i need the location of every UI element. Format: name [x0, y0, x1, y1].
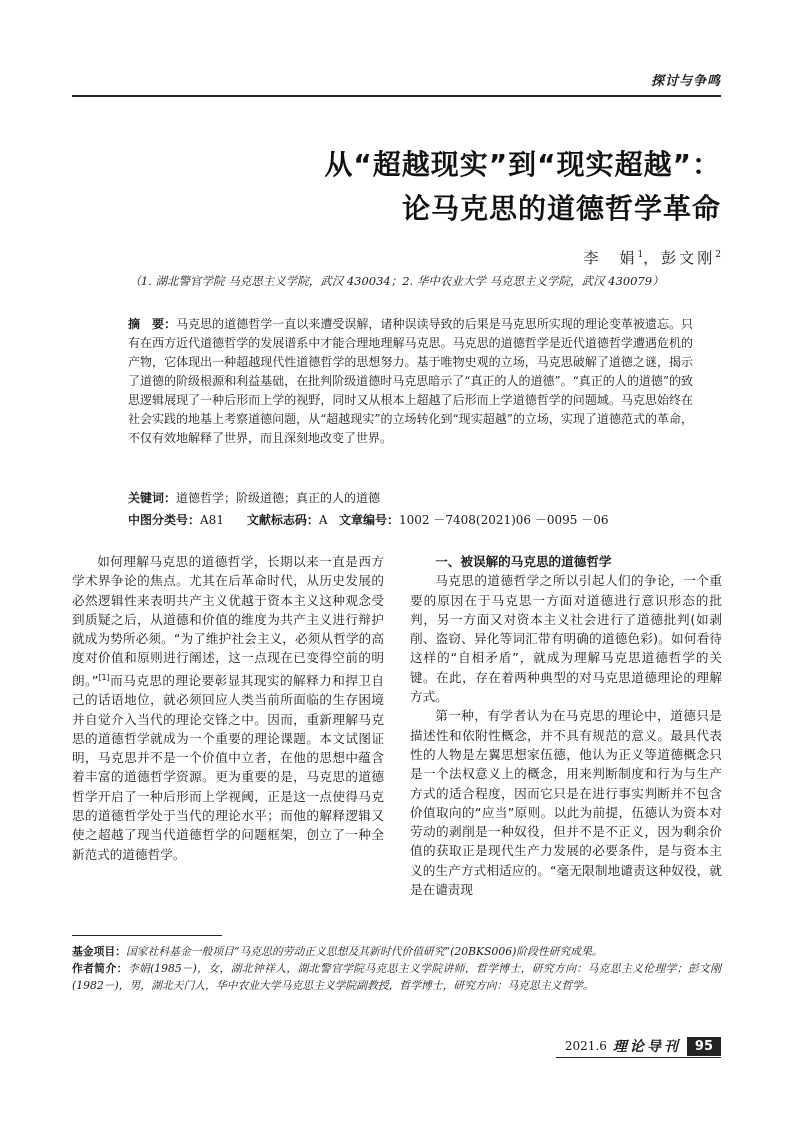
article-title: [324, 143, 721, 231]
keywords-text: 道德哲学；阶级道德；真正的人的道德: [176, 491, 381, 505]
section-tag: 探讨与争鸣: [650, 74, 721, 89]
body-column-right: [410, 552, 722, 899]
page-number: 95: [687, 1037, 721, 1056]
author-1: 李 娟: [583, 249, 638, 267]
paragraph-text: 如何理解马克思的道德哲学，长期以来一直是西方学术界争论的焦点。尤其在后革命时代，从历史发展的必然逻辑性来表明共产主义优越于资本主义这种观念受到质疑之后，从道德和价值的维度为共产主义进行辩护就成为势所必须。“为了维护社会主义，必须从哲学的高度对价值和原则进行阐述，这一点现在已变得空前的明朗。”: [72, 554, 384, 688]
classification-codes: [128, 511, 609, 528]
keywords: [128, 489, 380, 506]
clc-value: A81: [200, 513, 224, 527]
abstract-text: 马克思的道德哲学一直以来遭受误解，诸种误读导致的后果是马克思所实现的理论变革被遗忘。只有在西方近代道德哲学的发展谱系中才能合理地理解马克思。马克思的道德哲学是近代道德哲学遭遇危机的产物，它体现出一种超越现代性道德哲学的思想努力。基于唯物史观的立场，马克思破解了道德之谜，揭示了道德的阶级根源和利益基础，在批判阶级道德时马克思暗示了“真正的人的道德”。“真正的人的道德”的致思逻辑展现了一种后形而上学的视野，同时又从根本上超越了后形而上学道德哲学的问题域。马克思始终在社会实践的地基上考察道德问题，从“超越现实”的立场转化到“现实超越”的立场，实现了道德范式的革命，不仅有效地解释了世界，而且深刻地改变了世界。: [128, 317, 693, 445]
article-no-label: 文章编号：: [338, 513, 399, 527]
authors: [583, 247, 721, 268]
header-rule: [72, 95, 721, 97]
article-no-value: 1002 －7408(2021)06 －0095 －06: [399, 513, 609, 527]
title-line-1: 从“超越现实”到“现实超越”：: [324, 148, 721, 181]
funding-text: 国家社科基金一般项目“马克思的劳动正义思想及其新时代价值研究”(20BKS006)阶段性研究成果。: [125, 945, 603, 958]
author-bio-note: [72, 960, 721, 994]
keywords-label: 关键词：: [128, 491, 177, 505]
title-line-2: 论马克思的道德哲学革命: [401, 192, 721, 225]
funding-note: [72, 943, 721, 960]
abstract-label: 摘 要：: [128, 317, 177, 331]
footnotes: [72, 943, 721, 994]
author-2-affil-mark: 2: [715, 250, 721, 260]
author-separator: ，: [643, 249, 662, 267]
citation-ref: [1]: [98, 672, 110, 682]
body-paragraph: [72, 552, 384, 864]
funding-label: 基金项目：: [72, 945, 126, 958]
body-paragraph: 第一种，有学者认为在马克思的理论中，道德只是描述性和依附性概念，并不具有规范的意义。最具代表性的人物是左翼思想家伍德，他认为正义等道德概念只是一个法权意义上的概念，用来判断制度和行为与生产方式的适合程度，因而它只是在进行事实判断并不包含价值取向的“应当”原则。以此为前提，伍德认为资本对劳动的剥削是一种奴役，但并不是不正义，因为剩余价值的获取正是现代生产力发展的必要条件，是与资本主义的生产方式相适应的。“毫无限制地谴责这种奴役，就是在谴责现: [410, 708, 722, 898]
paragraph-text: 而马克思的理论要彰显其现实的解释力和捍卫自己的话语地位，就必须回应人类当前所面临的生存困境并自觉介入当代的理论交锋之中。因而，重新理解马克思的道德哲学就成为一个重要的理论课题。本文试图证明，马克思并不是一个价值中立者，在他的思想中蕴含着丰富的道德哲学资源。更为重要的是，马克思的道德哲学开启了一种后形而上学视阈，正是这一点使得马克思的道德哲学处于当代的理论水平；而他的解释逻辑又使之超越了现当代道德哲学的问题框架，创立了一种全新范式的道德哲学。: [72, 672, 385, 862]
author-bio-text: 李娟(1985－)，女，湖北钟祥人，湖北警官学院马克思主义学院讲师，哲学博士，研究方向：马克思主义伦理学；彭文刚(1982－)，男，湖北天门人，华中农业大学马克思主义学院副教授，哲学博士，研究方向：马克思主义哲学。: [72, 962, 722, 992]
abstract: [128, 315, 693, 448]
doc-code-value: A: [318, 513, 328, 527]
page-footer: [565, 1036, 721, 1056]
body-column-left: [72, 552, 384, 864]
doc-code-label: 文献标志码：: [246, 513, 319, 527]
affiliations: （1. 湖北警官学院 马克思主义学院，武汉 430034；2. 华中农业大学 马克思主义学院，武汉 430079）: [129, 274, 664, 288]
footer-rule: [556, 1057, 721, 1058]
clc-label: 中图分类号：: [128, 513, 201, 527]
footnote-rule: [72, 935, 222, 936]
issue-number: 2021.6: [564, 1039, 607, 1053]
author-bio-label: 作者简介：: [72, 962, 128, 975]
journal-name: 理论导刊: [612, 1039, 681, 1055]
author-1-affil-mark: 1: [637, 250, 644, 260]
body-paragraph: 马克思的道德哲学之所以引起人们的争论，一个重要的原因在于马克思一方面对道德进行意识形态的批判，另一方面又对资本主义社会进行了道德批判(如剥削、盗窃、异化等词汇带有明确的道德色彩)。如何看待这样的“自相矛盾”，就成为理解马克思道德哲学的关键。在此，存在着两种典型的对马克思道德理论的理解方式。: [410, 573, 722, 705]
section-heading: 一、被误解的马克思的道德哲学: [435, 554, 612, 569]
author-2: 彭文刚: [661, 249, 716, 267]
